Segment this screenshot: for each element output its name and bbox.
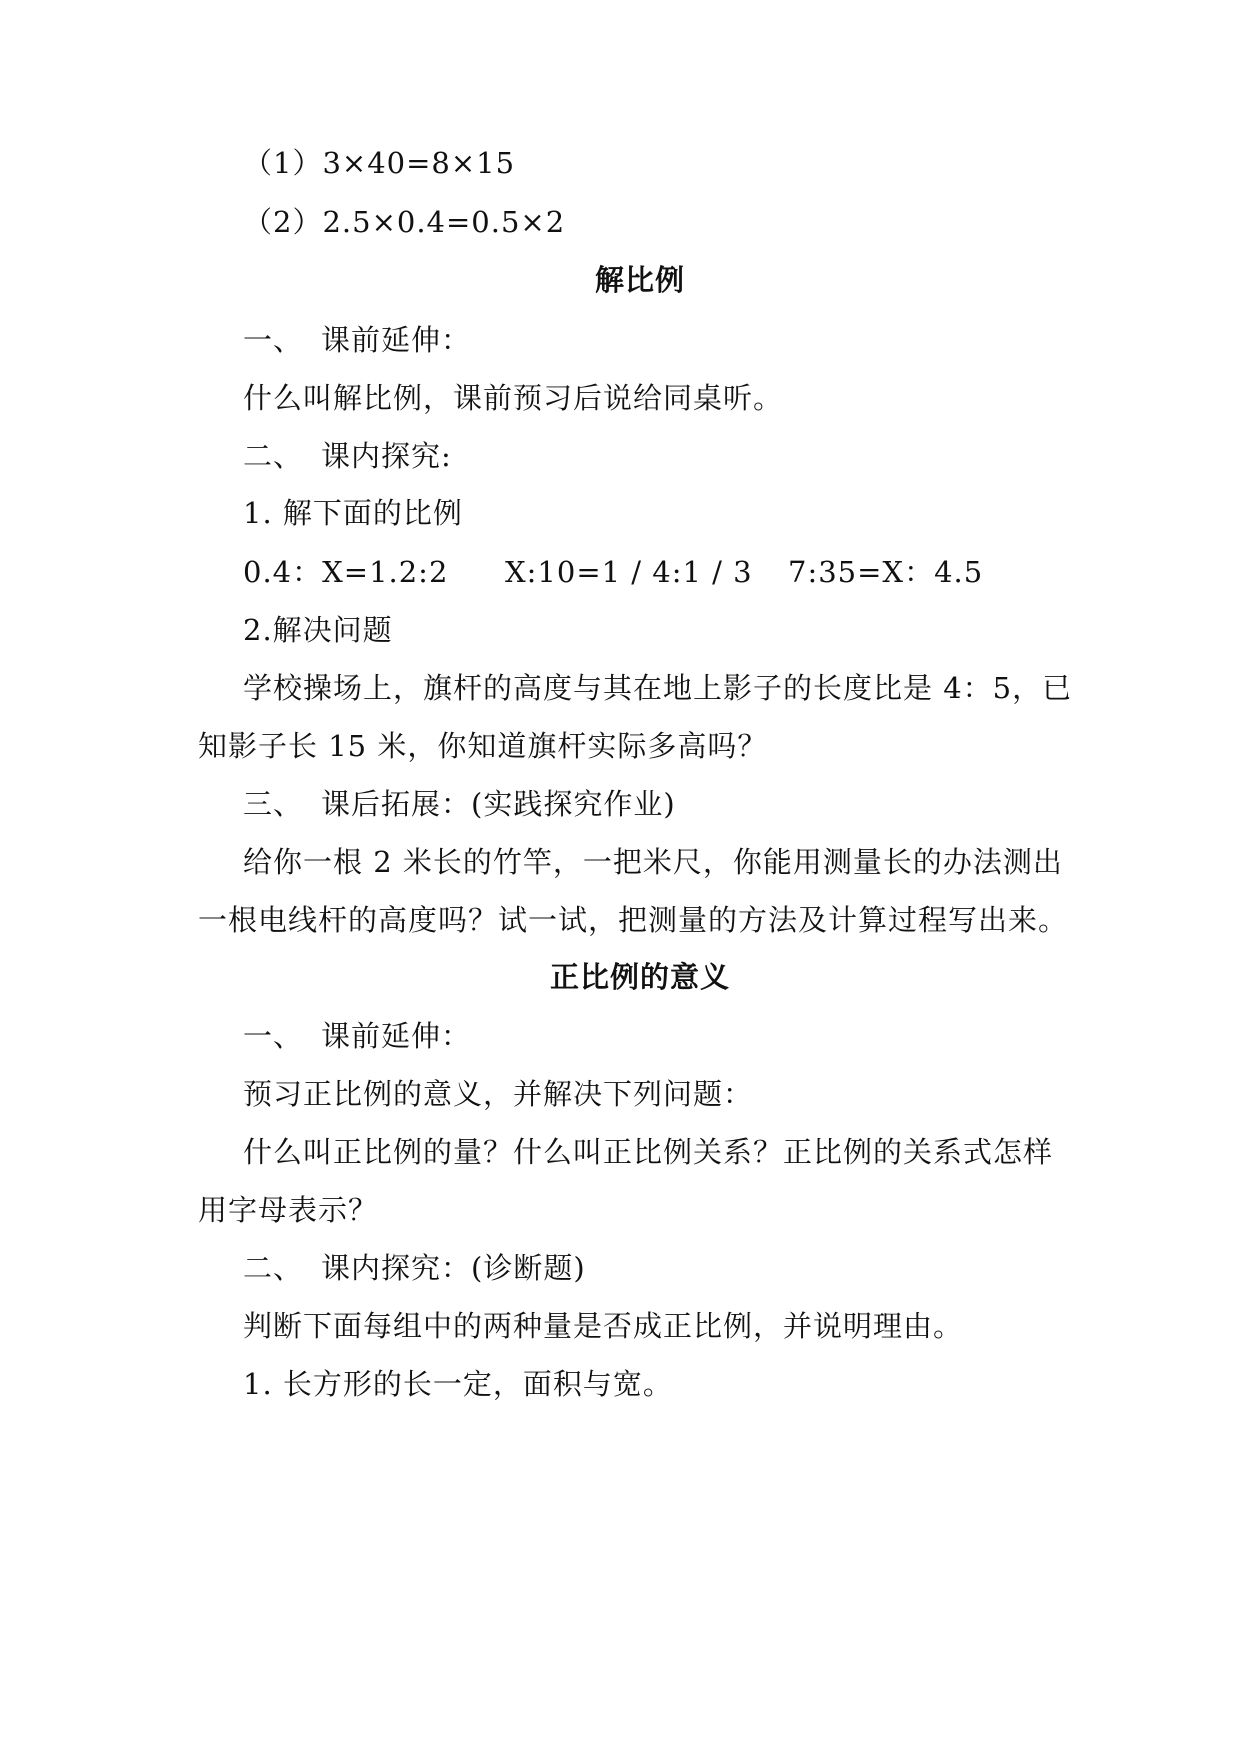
item-2: （2）2.5×0.4=0.5×2 [243, 205, 566, 239]
problem-line-1: 学校操场上，旗杆的高度与其在地上影子的长度比是 4：5，已 [243, 671, 1073, 705]
section2-paragraph-2-line-2: 用字母表示？ [198, 1193, 379, 1227]
section2-question-1: 1. 长方形的长一定，面积与宽。 [243, 1367, 673, 1401]
section1-paragraph-1: 什么叫解比例，课前预习后说给同桌听。 [243, 381, 784, 415]
extension-line-1: 给你一根 2 米长的竹竿，一把米尺，你能用测量长的办法测出 [243, 845, 1063, 879]
heading-text: 课前延伸： [321, 323, 472, 357]
section1-heading-3 [243, 784, 676, 824]
section-title-2: 正比例的意义 [549, 960, 730, 994]
item-1: （1）3×40=8×15 [243, 146, 516, 180]
heading-text: 课内探究：(诊断题) [321, 1251, 586, 1285]
section2-heading-1 [243, 1016, 471, 1056]
equation-1: 0.4：X=1.2:2 [243, 555, 449, 589]
section-title-1: 解比例 [594, 263, 685, 297]
section2-heading-2 [243, 1248, 586, 1288]
equation-3: 7:35=X：4.5 [788, 555, 984, 589]
section1-question-2: 2.解决问题 [243, 613, 393, 647]
section1-heading-1 [243, 320, 471, 360]
problem-line-2: 知影子长 15 米，你知道旗杆实际多高吗？ [198, 729, 768, 763]
section2-paragraph-1: 预习正比例的意义，并解决下列问题： [243, 1077, 754, 1111]
section2-paragraph-2-line-1: 什么叫正比例的量？什么叫正比例关系？正比例的关系式怎样 [243, 1135, 1054, 1169]
heading-number: 三、 [243, 787, 304, 821]
heading-number: 一、 [243, 1019, 304, 1053]
equation-row [243, 552, 983, 592]
section1-heading-2 [243, 436, 452, 476]
heading-text: 课后拓展：(实践探究作业) [321, 787, 676, 821]
heading-text: 课前延伸： [321, 1019, 472, 1053]
heading-number: 一、 [243, 323, 304, 357]
heading-number: 二、 [243, 1251, 304, 1285]
extension-line-2: 一根电线杆的高度吗？试一试，把测量的方法及计算过程写出来。 [198, 903, 1069, 937]
section2-paragraph-3: 判断下面每组中的两种量是否成正比例，并说明理由。 [243, 1309, 964, 1343]
section1-question-1: 1. 解下面的比例 [243, 496, 463, 530]
heading-number: 二、 [243, 439, 304, 473]
equation-2: X:10=1 / 4:1 / 3 [505, 555, 753, 589]
heading-text: 课内探究: [321, 439, 452, 473]
